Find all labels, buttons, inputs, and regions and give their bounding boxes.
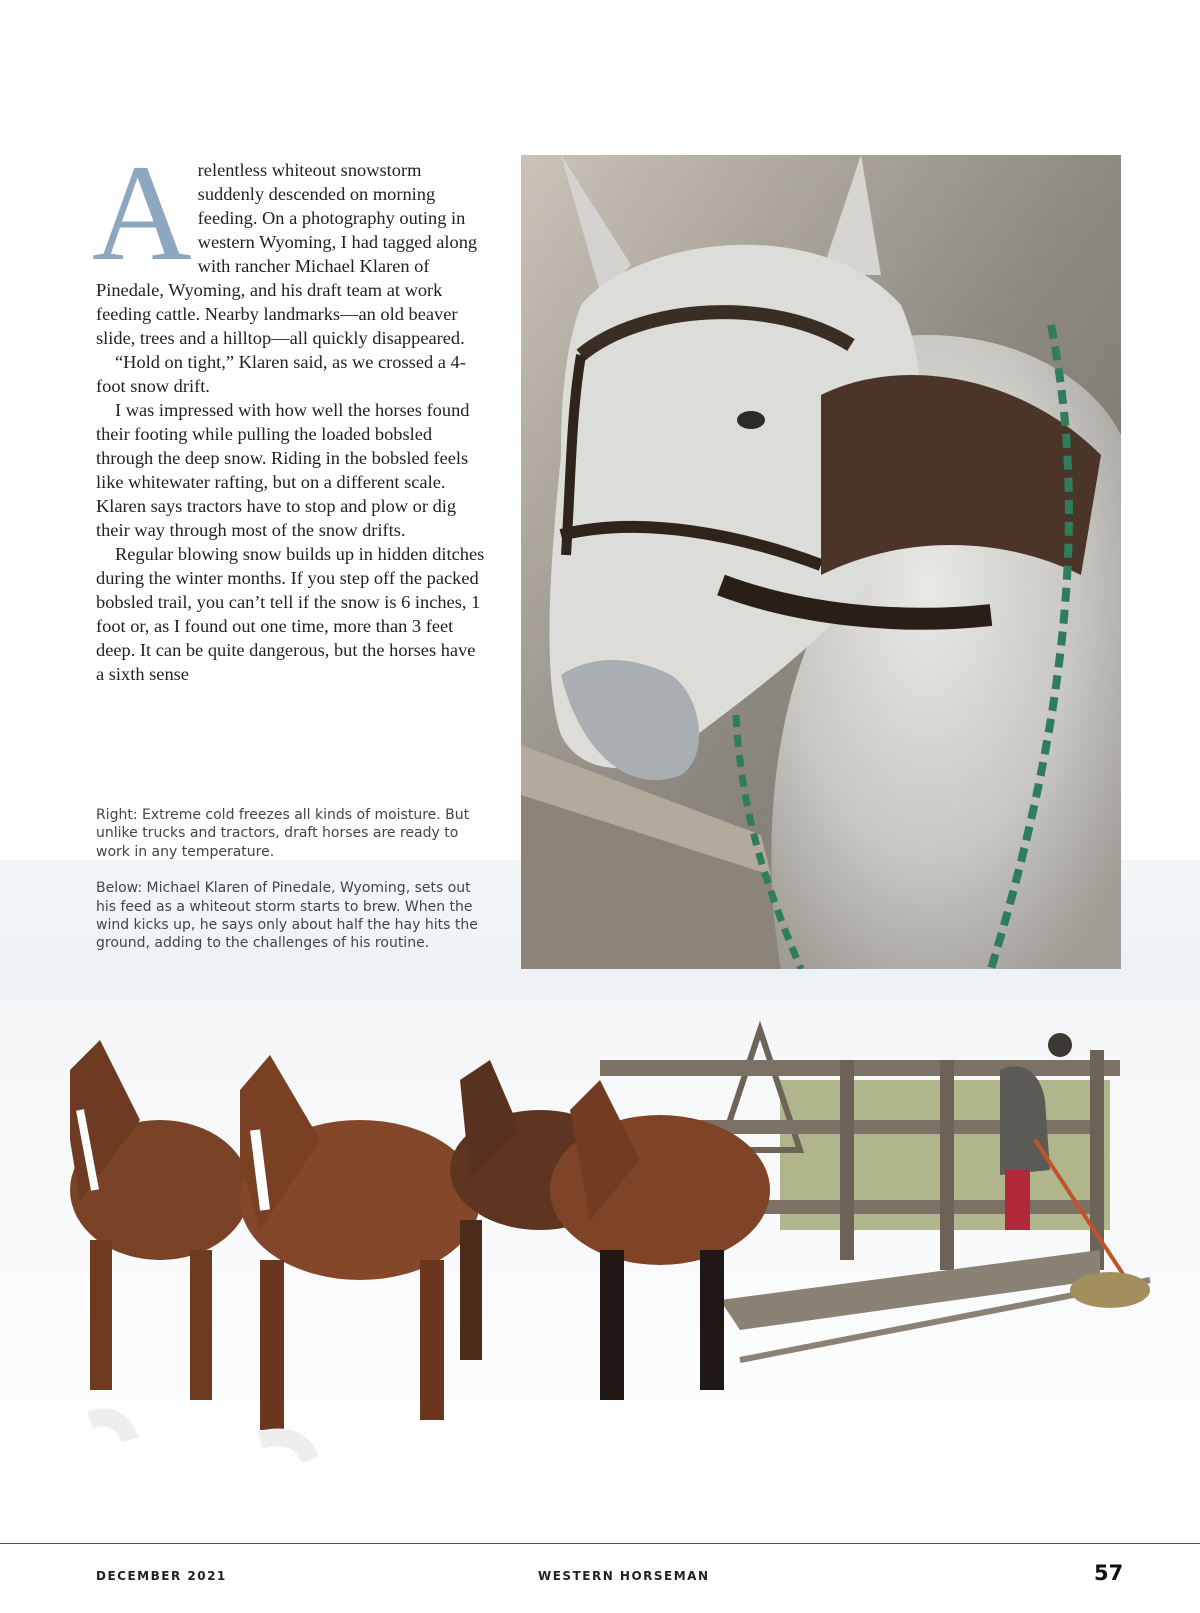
grey-horse-illustration — [521, 155, 1121, 969]
article-paragraph-2: “Hold on tight,” Klaren said, as we crossed a 4-foot snow drift. — [96, 352, 466, 396]
draft-team-sleigh-photo — [0, 1000, 1200, 1540]
drop-cap: A — [92, 136, 192, 289]
footer-rule — [0, 1543, 1200, 1544]
page-number: 57 — [1094, 1561, 1124, 1585]
footer-date: DECEMBER 2021 — [96, 1569, 227, 1583]
article-paragraph-3: I was impressed with how well the horses found their footing while pulling the loaded bobsled through the deep snow. Riding in the bobsled feels like whitewater rafting, but on a different scale. Klaren says tractors have to stop and plow or dig their way through most of the snow drifts. — [96, 400, 470, 540]
footer-magazine-name: WESTERN HORSEMAN — [538, 1569, 710, 1583]
article-body — [92, 136, 488, 686]
sleigh-team-illustration — [0, 1000, 1200, 1540]
caption-right: Right: Extreme cold freezes all kinds of moisture. But unlike trucks and tractors, draft horses are ready to work in any temperature. — [96, 807, 470, 860]
caption-below: Below: Michael Klaren of Pinedale, Wyoming, sets out his feed as a whiteout storm starts to brew. When the wind kicks up, he says only about half the hay hits the ground, adding to the challenges of his routine. — [96, 880, 478, 952]
article-paragraph-1 — [92, 136, 488, 350]
frosted-grey-horse-photo — [521, 155, 1121, 969]
article-paragraph-4: Regular blowing snow builds up in hidden ditches during the winter months. If you step off the packed bobsled trail, you can’t tell if the snow is 6 inches, 1 foot or, as I found out one time, more than 3 feet deep. It can be quite dangerous, but the horses have a sixth sense — [96, 544, 485, 684]
photo-captions — [96, 806, 486, 971]
paragraph-1-text: relentless whiteout snowstorm suddenly descended on morning feeding. On a photography outing in western Wyoming, I had tagged along with rancher Michael Klaren of Pinedale, Wyoming, and his draft team at work feeding cattle. Nearby landmarks—an old beaver slide, trees and a hilltop—all quickly disappeared. — [96, 160, 478, 348]
